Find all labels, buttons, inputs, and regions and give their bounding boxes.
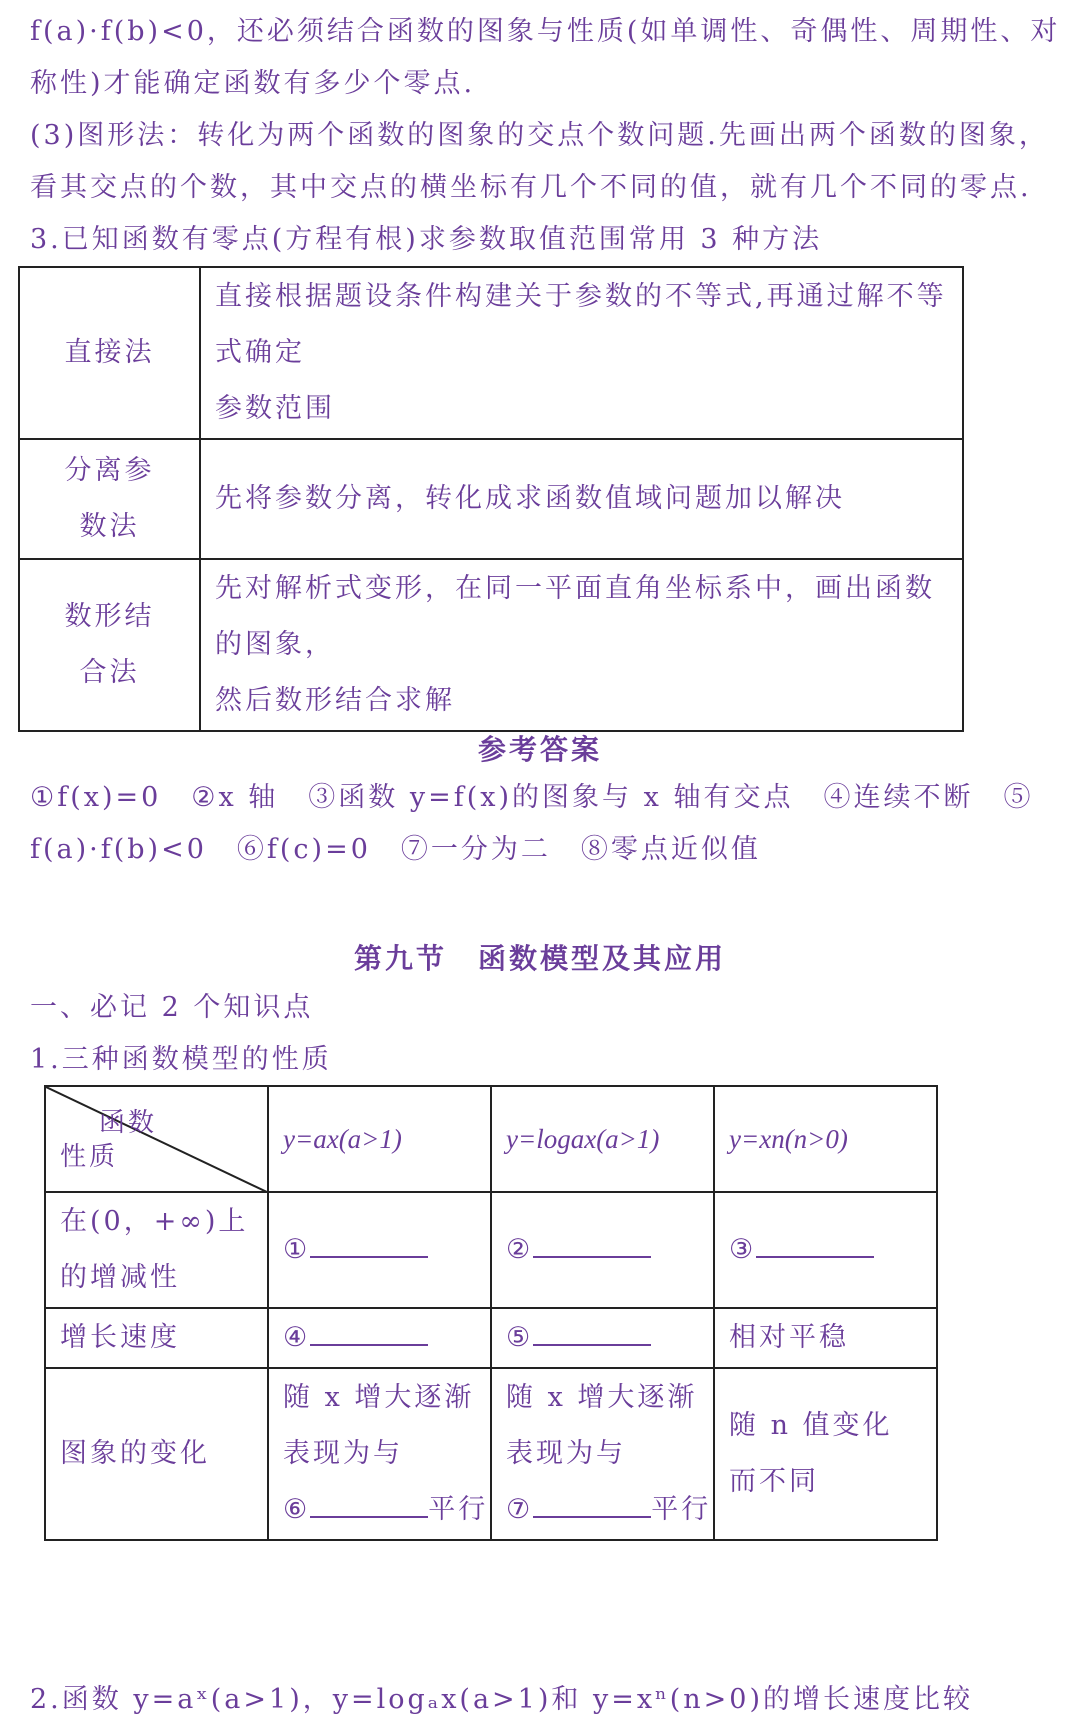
cell-text: 相对平稳 xyxy=(714,1308,937,1368)
blank-line xyxy=(310,1492,428,1518)
corner-top-label: 函数 xyxy=(98,1108,157,1138)
table-row xyxy=(19,439,963,559)
row-label: 增长速度 xyxy=(45,1308,268,1368)
footer-line: 2.函数 y=aˣ(a>1)，y=logₐx(a>1)和 y=xⁿ(n>0)的增长速度比较 xyxy=(30,1684,974,1715)
table-row xyxy=(19,559,963,731)
blank-line xyxy=(310,1320,428,1346)
blank-line xyxy=(310,1232,428,1258)
table-row xyxy=(19,267,963,439)
fill-blank: ⑤ xyxy=(491,1308,714,1368)
table-row xyxy=(45,1192,937,1308)
method-desc: 先对解析式变形，在同一平面直角坐标系中，画出函数的图象， 然后数形结合求解 xyxy=(200,559,963,731)
section-title: 第九节 函数模型及其应用 xyxy=(353,942,726,975)
answers-line-2: f(a)·f(b)<0 ⑥f(c)=0 ⑦一分为二 ⑧零点近似值 xyxy=(30,834,761,865)
table-row xyxy=(45,1368,937,1540)
blank-line xyxy=(533,1232,651,1258)
table-row xyxy=(45,1308,937,1368)
answers-title: 参考答案 xyxy=(477,733,602,766)
cell-text: 随 n 值变化 而不同 xyxy=(714,1368,937,1540)
fill-blank: ③ xyxy=(714,1192,937,1308)
method-name: 直接法 xyxy=(19,267,200,439)
method-name: 数形结 合法 xyxy=(19,559,200,731)
corner-cell xyxy=(45,1086,268,1192)
intro-line-1: f(a)·f(b)<0，还必须结合函数的图象与性质(如单调性、奇偶性、周期性、对 xyxy=(30,16,1061,47)
cell-text: 随 x 增大逐渐 表现为与 ⑥ 平行 xyxy=(268,1368,491,1540)
answers-line-1: ①f(x)=0 ②x 轴 ③函数 y=f(x)的图象与 x 轴有交点 ④连续不断 ⑤ xyxy=(30,782,1034,813)
row-label: 在(0，+∞)上 的增减性 xyxy=(45,1192,268,1308)
model-table xyxy=(44,1085,938,1541)
column-header: y=xn(n>0) xyxy=(714,1086,937,1192)
column-header: y=ax(a>1) xyxy=(268,1086,491,1192)
intro-line-2: 称性)才能确定函数有多少个零点. xyxy=(30,68,476,99)
cell-text: 随 x 增大逐渐 表现为与 ⑦ 平行 xyxy=(491,1368,714,1540)
row-label: 图象的变化 xyxy=(45,1368,268,1540)
fill-blank: ① xyxy=(268,1192,491,1308)
column-header: y=logax(a>1) xyxy=(491,1086,714,1192)
method-desc: 先将参数分离，转化成求函数值域问题加以解决 xyxy=(200,439,963,559)
intro-line-3: (3)图形法：转化为两个函数的图象的交点个数问题.先画出两个函数的图象， xyxy=(30,120,1049,151)
method-name: 分离参 数法 xyxy=(19,439,200,559)
table-row xyxy=(45,1086,937,1192)
fill-blank: ② xyxy=(491,1192,714,1308)
section-subtitle-1: 一、必记 2 个知识点 xyxy=(30,992,314,1023)
section-subtitle-2: 1.三种函数模型的性质 xyxy=(30,1044,332,1075)
blank-line xyxy=(533,1492,651,1518)
blank-line xyxy=(533,1320,651,1346)
corner-bottom-label: 性质 xyxy=(60,1142,119,1172)
intro-line-5: 3.已知函数有零点(方程有根)求参数取值范围常用 3 种方法 xyxy=(30,224,823,255)
methods-table xyxy=(18,266,964,732)
blank-line xyxy=(756,1232,874,1258)
intro-line-4: 看其交点的个数，其中交点的横坐标有几个不同的值，就有几个不同的零点. xyxy=(30,172,1032,203)
fill-blank: ④ xyxy=(268,1308,491,1368)
method-desc: 直接根据题设条件构建关于参数的不等式,再通过解不等式确定 参数范围 xyxy=(200,267,963,439)
